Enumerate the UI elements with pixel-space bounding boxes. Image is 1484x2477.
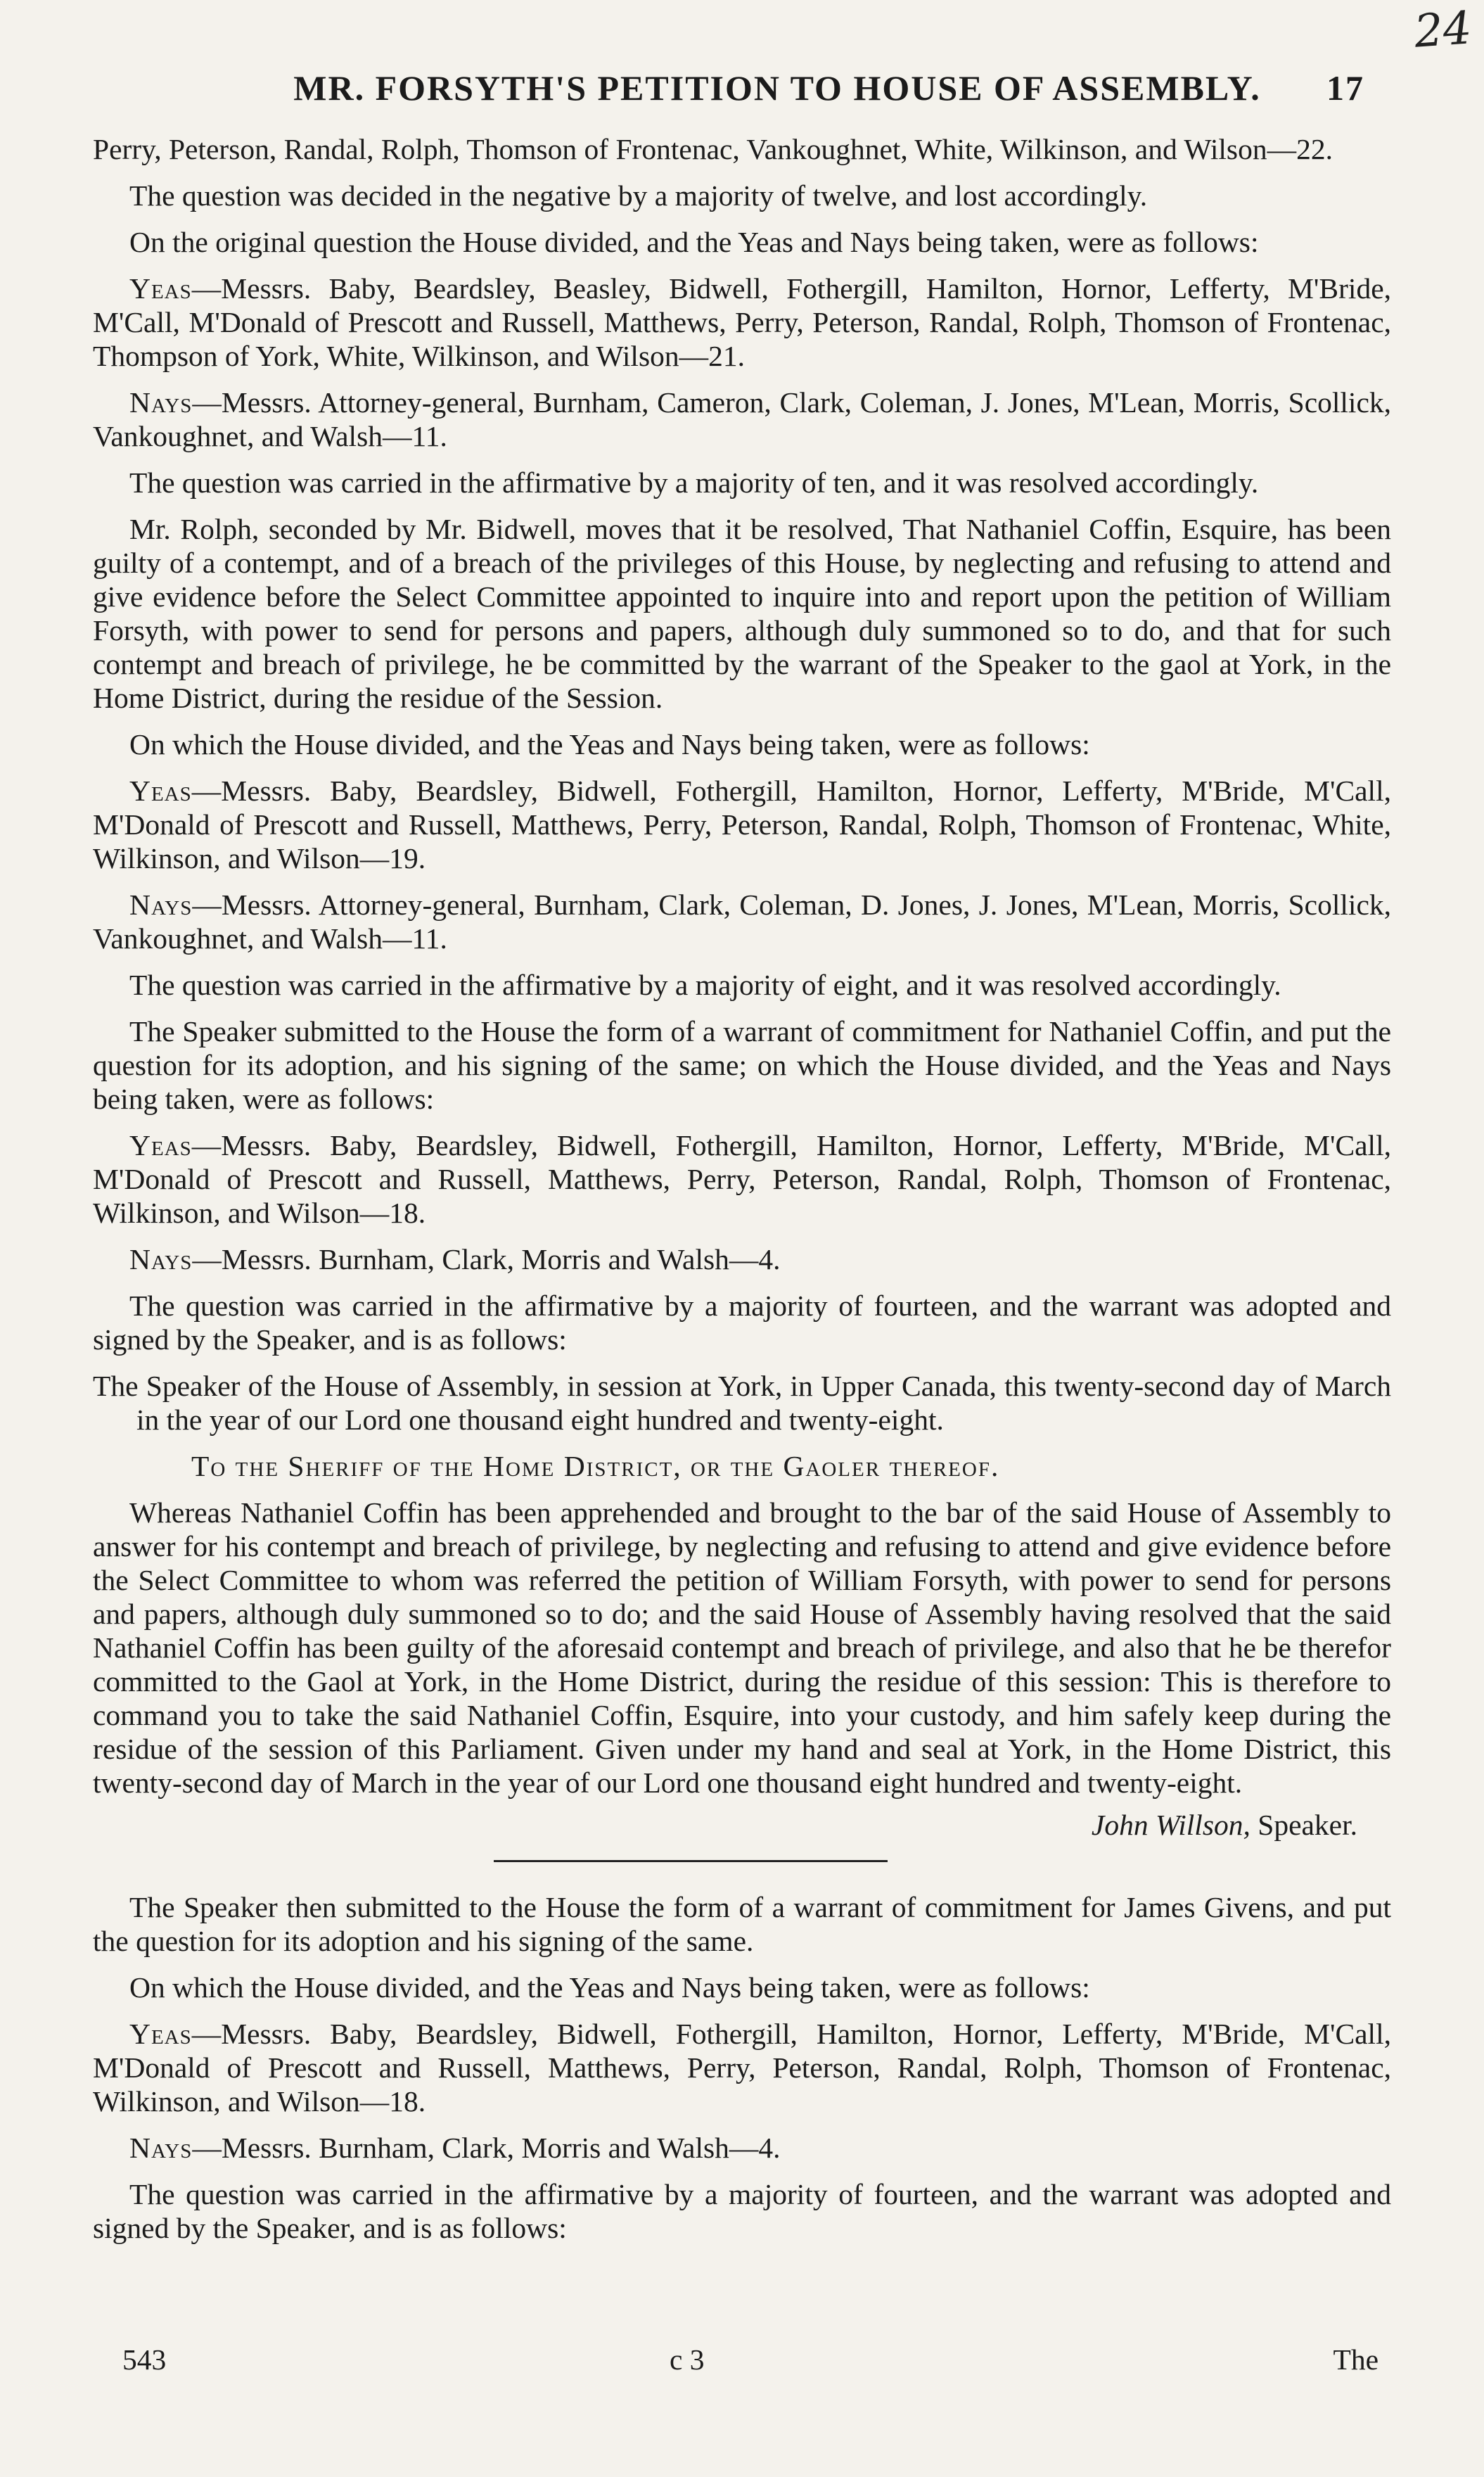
paragraph-yeas-1 [93,272,1391,373]
paragraph-question-affirmative-fourteen-2: The question was carried in the affirmative by a majority of fourteen, and the warrant was adopted and signed by the Speaker, and is as follows: [93,2178,1391,2244]
yeas-label: Yeas [129,272,192,305]
footer-signature-number: 543 [122,2343,167,2376]
yeas-list: —Messrs. Baby, Beardsley, Bidwell, Fothergill, Hamilton, Hornor, Lefferty, M'Bride, M'Call, M'Donald of Prescott and Russell, Matthews, Perry, Peterson, Randal, Rolph, Thomson of Frontenac, Wilkinson, and Wilson—18. [93,1129,1391,1229]
warrant-body: Whereas Nathaniel Coffin has been apprehended and brought to the bar of the said House of Assembly to answer for his contempt and breach of privilege, by neglecting and refusing to attend and give evidence before the Select Committee to whom was referred the petition of William Forsyth, with power to send for persons and papers, although duly summoned so to do; and the said House of Assembly having resolved that the said Nathaniel Coffin has been guilty of the aforesaid contempt and breach of privilege, and also that he be therefor committed to the Gaol at York, in the Home District, during the residue of this session: This is therefore to command you to take the said Nathaniel Coffin, Esquire, into your custody, and him safely keep during the residue of the session of this Parliament. Given under my hand and seal at York, in the Home District, this twenty-second day of March in the year of our Lord one thousand eight hundred and twenty-eight. [93,1496,1391,1799]
paragraph-nays-2 [93,888,1391,955]
paragraph-nays-1 [93,386,1391,453]
paragraph-yeas-2 [93,774,1391,875]
nays-list: —Messrs. Burnham, Clark, Morris and Walsh—4. [192,2132,781,2164]
paragraph-speaker-submitted-warrant-givens: The Speaker then submitted to the House the form of a warrant of commitment for James Givens, and put the question for its adoption and his signing of the same. [93,1891,1391,1957]
running-head-title: MR. FORSYTH'S PETITION TO HOUSE OF ASSEMBLY. [293,68,1261,108]
paragraph-question-affirmative-eight: The question was carried in the affirmative by a majority of eight, and it was resolved accordingly. [129,969,1281,1001]
paragraph-house-divided-4: On which the House divided, and the Yeas and Nays being taken, were as follows: [129,1971,1090,2004]
yeas-list: —Messrs. Baby, Beardsley, Bidwell, Fothergill, Hamilton, Hornor, Lefferty, M'Bride, M'Call, M'Donald of Prescott and Russell, Matthews, Perry, Peterson, Randal, Rolph, Thomson of Frontenac, Wilkinson, and Wilson—18. [93,2018,1391,2118]
paragraph-continued-division-list: Perry, Peterson, Randal, Rolph, Thomson of Frontenac, Vankoughnet, White, Wilkinson, and Wilson—22. [93,133,1333,165]
paragraph-question-affirmative-ten: The question was carried in the affirmative by a majority of ten, and it was resolved accordingly. [129,466,1259,499]
paragraph-yeas-4 [93,2017,1391,2118]
signature-name: John Willson, [1091,1809,1250,1841]
nays-label: Nays [129,889,193,921]
handwritten-page-number: 24 [1412,2,1473,58]
running-head-page-number: 17 [1326,68,1364,108]
nays-label: Nays [129,1243,193,1275]
paragraph-yeas-3 [93,1128,1391,1230]
paragraph-nays-4 [93,2131,1391,2165]
nays-label: Nays [129,2132,193,2164]
yeas-list: —Messrs. Baby, Beardsley, Beasley, Bidwell, Fothergill, Hamilton, Hornor, Lefferty, M'Bride, M'Call, M'Donald of Prescott and Russell, Matthews, Perry, Peterson, Randal, Rolph, Thomson of Frontenac, Thompson of York, White, Wilkinson, and Wilson—21. [93,272,1391,372]
nays-list: —Messrs. Attorney-general, Burnham, Clark, Coleman, D. Jones, J. Jones, M'Lean, Morris, Scollick, Vankoughnet, and Walsh—11. [93,889,1391,955]
section-divider-rule [494,1860,888,1862]
paragraph-speaker-submitted-warrant-coffin: The Speaker submitted to the House the form of a warrant of commitment for Nathaniel Coffin, and put the question for its adoption, and his signing of the same; on which the House divided, and the Yeas and Nays being taken, were as follows: [93,1015,1391,1115]
warrant-intro: The Speaker of the House of Assembly, in session at York, in Upper Canada, this twenty-second day of March in the year of our Lord one thousand eight hundred and twenty-eight. [93,1370,1391,1436]
paragraph-question-negative: The question was decided in the negative by a majority of twelve, and lost accordingly. [129,179,1148,212]
warrant-signature [93,1808,1391,1842]
paragraph-house-divided-2: On which the House divided, and the Yeas and Nays being taken, were as follows: [129,728,1090,760]
warrant-heading: To the Sheriff of the Home District, or the Gaoler thereof. [191,1450,1000,1482]
paragraph-rolph-motion: Mr. Rolph, seconded by Mr. Bidwell, moves that it be resolved, That Nathaniel Coffin, Esquire, has been guilty of a contempt, and of a breach of the privileges of this House, by neglecting and refusing to attend and give evidence before the Select Committee appointed to inquire into and report upon the petition of William Forsyth, with power to send for persons and papers, although duly summoned so to do, and that for such contempt and breach of privilege, he be committed by the warrant of the Speaker to the gaol at York, in the Home District, during the residue of the Session. [93,513,1391,714]
signature-title: Speaker. [1250,1809,1357,1841]
paragraph-original-question-division: On the original question the House divided, and the Yeas and Nays being taken, were as follows: [129,226,1259,258]
running-head [190,68,1364,108]
footer-signature-mark: c 3 [670,2343,705,2376]
yeas-label: Yeas [129,1129,192,1161]
nays-list: —Messrs. Burnham, Clark, Morris and Walsh—4. [192,1243,781,1275]
yeas-list: —Messrs. Baby, Beardsley, Bidwell, Fothergill, Hamilton, Hornor, Lefferty, M'Bride, M'Call, M'Donald of Prescott and Russell, Matthews, Perry, Peterson, Randal, Rolph, Thomson of Frontenac, White, Wilkinson, and Wilson—19. [93,775,1391,874]
paragraph-question-affirmative-fourteen-1: The question was carried in the affirmative by a majority of fourteen, and the warrant was adopted and signed by the Speaker, and is as follows: [93,1290,1391,1356]
document-body [93,132,1391,2258]
yeas-label: Yeas [129,775,192,807]
footer-catchword: The [1333,2343,1379,2376]
page-footer [93,2343,1391,2385]
yeas-label: Yeas [129,2018,192,2050]
nays-label: Nays [129,386,193,419]
nays-list: —Messrs. Attorney-general, Burnham, Cameron, Clark, Coleman, J. Jones, M'Lean, Morris, Scollick, Vankoughnet, and Walsh—11. [93,386,1391,452]
paragraph-nays-3 [93,1242,1391,1276]
